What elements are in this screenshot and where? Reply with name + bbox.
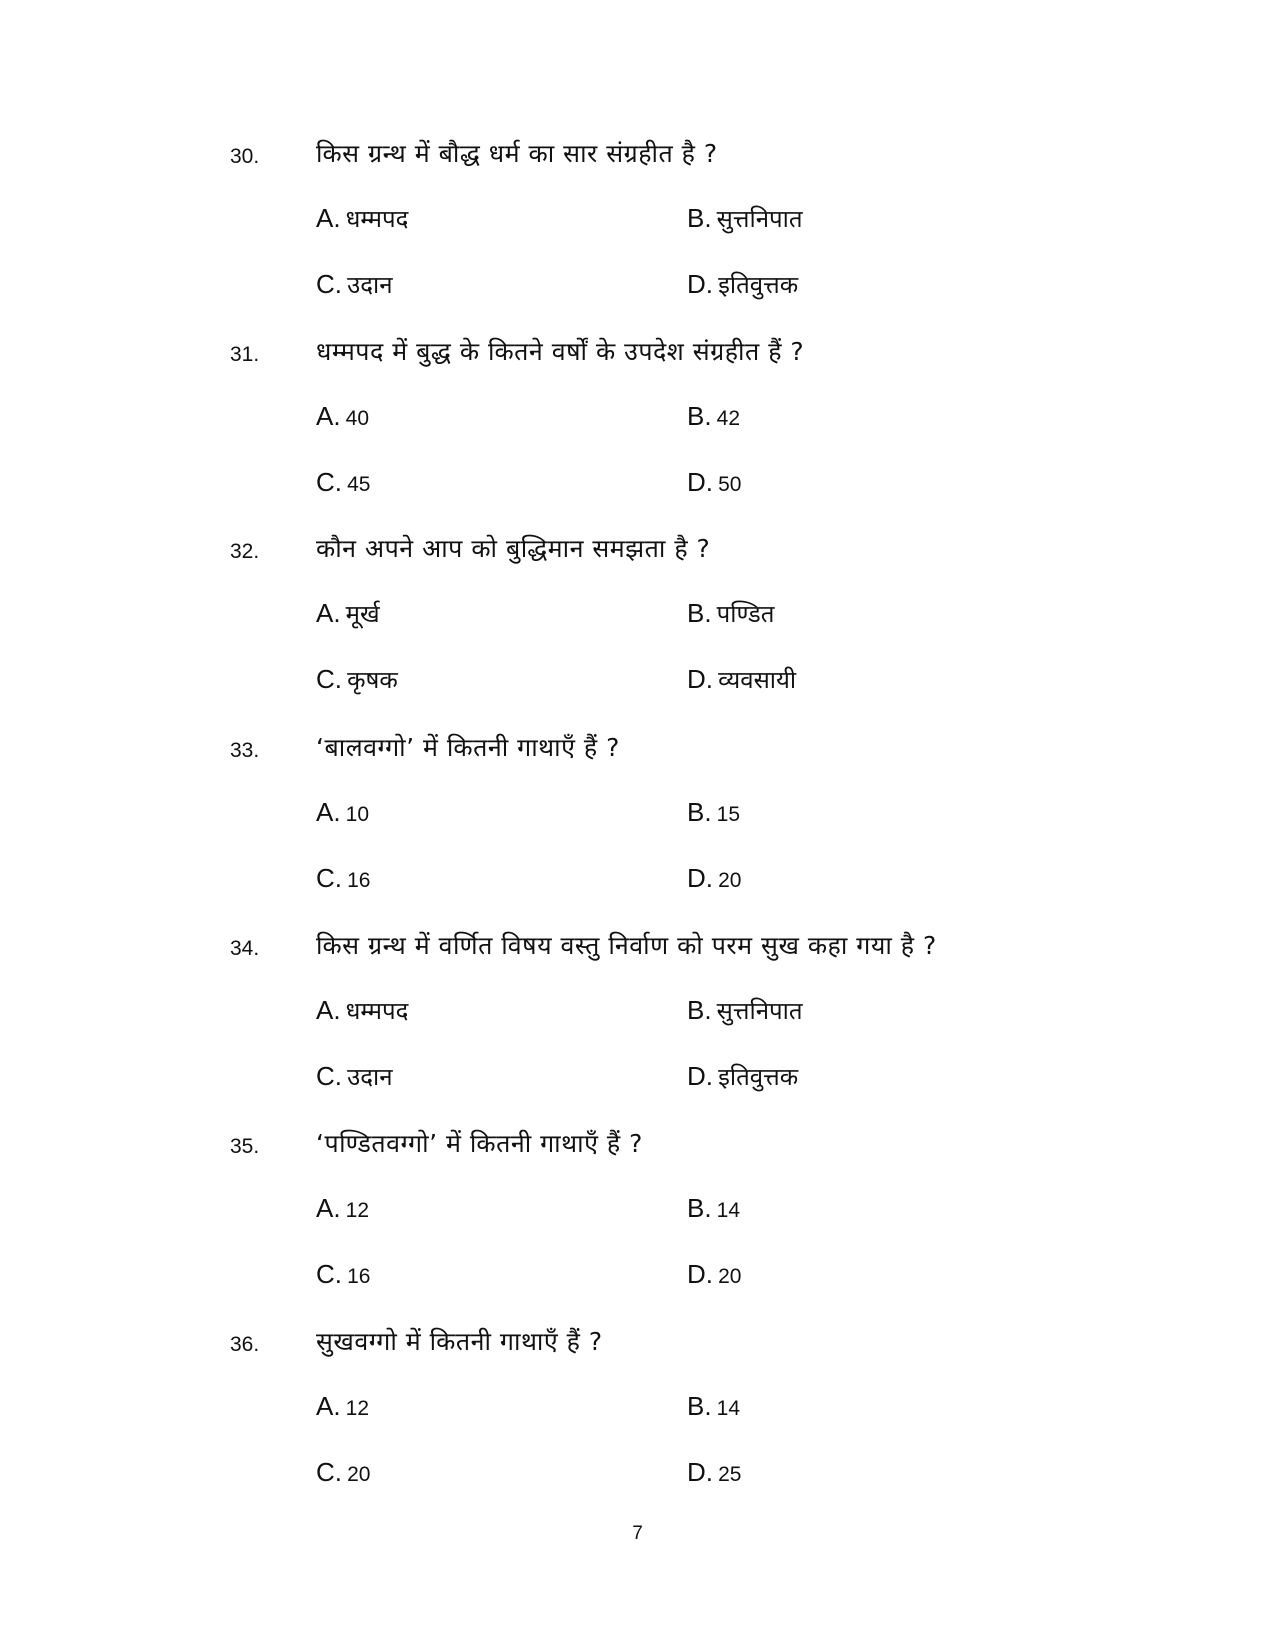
option-text: 42	[716, 407, 741, 430]
option-text: 20	[347, 1463, 371, 1486]
option-c	[316, 661, 398, 701]
option-text: पण्डित	[716, 600, 775, 628]
option-a	[316, 794, 369, 834]
option-letter: D.	[687, 664, 713, 694]
option-letter: C.	[316, 1061, 342, 1091]
option-c	[316, 1256, 370, 1296]
option-letter: D.	[687, 1061, 713, 1091]
question-33	[0, 733, 1275, 936]
option-text: 14	[716, 1199, 741, 1222]
option-letter: B.	[687, 1391, 712, 1421]
option-text: 14	[716, 1397, 741, 1420]
option-letter: B.	[687, 995, 712, 1025]
option-d	[687, 266, 798, 306]
option-letter: C.	[316, 269, 342, 299]
option-a	[316, 595, 380, 635]
option-letter: A.	[316, 995, 341, 1025]
option-text: 16	[347, 869, 371, 892]
option-letter: D.	[687, 467, 713, 497]
option-d	[687, 860, 741, 900]
option-b	[687, 1388, 740, 1428]
option-c	[316, 464, 370, 504]
option-letter: C.	[316, 1259, 342, 1289]
option-text: 25	[718, 1463, 742, 1486]
question-text: ‘बालवग्गो’ में कितनी गाथाएँ हैं ?	[316, 733, 620, 762]
option-b	[687, 398, 740, 438]
option-letter: D.	[687, 269, 713, 299]
option-d	[687, 1454, 741, 1494]
option-text: उदान	[347, 1063, 393, 1091]
option-text: मूर्ख	[345, 600, 380, 628]
option-letter: B.	[687, 1193, 712, 1223]
question-number: 34.	[230, 937, 260, 960]
option-a	[316, 1190, 369, 1230]
question-32	[0, 534, 1275, 737]
option-d	[687, 1058, 798, 1098]
option-letter: A.	[316, 1193, 341, 1223]
option-text: व्यवसायी	[718, 666, 797, 694]
option-letter: C.	[316, 664, 342, 694]
option-d	[687, 1256, 741, 1296]
option-letter: C.	[316, 863, 342, 893]
option-letter: B.	[687, 401, 712, 431]
option-letter: A.	[316, 797, 341, 827]
option-letter: D.	[687, 1457, 713, 1487]
question-text: धम्मपद में बुद्ध के कितने वर्षों के उपदेश संग्रहीत हैं ?	[316, 337, 805, 366]
option-text: उदान	[347, 271, 393, 299]
option-text: इतिवुत्तक	[718, 1063, 799, 1091]
option-letter: C.	[316, 467, 342, 497]
question-text: किस ग्रन्थ में बौद्ध धर्म का सार संग्रहीत है ?	[316, 139, 718, 168]
option-text: 20	[718, 1265, 742, 1288]
question-31	[0, 337, 1275, 540]
question-36	[0, 1327, 1275, 1530]
option-text: 20	[718, 869, 742, 892]
option-text: धम्मपद	[345, 997, 409, 1025]
option-text: 10	[345, 803, 370, 826]
question-number: 33.	[230, 739, 260, 762]
question-text: कौन अपने आप को बुद्धिमान समझता है ?	[316, 534, 711, 563]
option-d	[687, 464, 741, 504]
question-number: 30.	[230, 145, 260, 168]
option-b	[687, 794, 740, 834]
question-text: सुखवग्गो में कितनी गाथाएँ हैं ?	[316, 1327, 603, 1356]
option-c	[316, 1058, 393, 1098]
option-text: धम्मपद	[345, 205, 409, 233]
question-number: 32.	[230, 540, 260, 563]
question-number: 31.	[230, 343, 260, 366]
option-text: 45	[347, 473, 371, 496]
option-d	[687, 661, 796, 701]
option-text: 15	[716, 803, 741, 826]
page-number: 7	[632, 1523, 643, 1544]
option-b	[687, 1190, 740, 1230]
option-c	[316, 1454, 370, 1494]
option-letter: A.	[316, 401, 341, 431]
option-c	[316, 860, 370, 900]
option-b	[687, 595, 774, 635]
option-b	[687, 200, 803, 240]
option-c	[316, 266, 393, 306]
option-text: 40	[345, 407, 370, 430]
option-text: सुत्तनिपात	[716, 205, 803, 233]
option-text: 12	[345, 1199, 370, 1222]
option-text: इतिवुत्तक	[718, 271, 799, 299]
question-text: ‘पण्डितवग्गो’ में कितनी गाथाएँ हैं ?	[316, 1129, 643, 1158]
option-a	[316, 200, 408, 240]
option-text: कृषक	[347, 666, 398, 694]
option-letter: B.	[687, 797, 712, 827]
option-text: 16	[347, 1265, 371, 1288]
option-a	[316, 992, 408, 1032]
question-35	[0, 1129, 1275, 1332]
option-a	[316, 398, 369, 438]
question-30	[0, 139, 1275, 342]
option-letter: A.	[316, 1391, 341, 1421]
option-letter: D.	[687, 863, 713, 893]
option-letter: D.	[687, 1259, 713, 1289]
option-letter: B.	[687, 203, 712, 233]
option-letter: C.	[316, 1457, 342, 1487]
option-letter: A.	[316, 598, 341, 628]
option-letter: B.	[687, 598, 712, 628]
question-number: 35.	[230, 1135, 260, 1158]
option-text: 50	[718, 473, 742, 496]
question-text: किस ग्रन्थ में वर्णित विषय वस्तु निर्वाण को परम सुख कहा गया है ?	[316, 931, 937, 960]
option-a	[316, 1388, 369, 1428]
option-b	[687, 992, 803, 1032]
option-text: सुत्तनिपात	[716, 997, 803, 1025]
option-text: 12	[345, 1397, 370, 1420]
question-34	[0, 931, 1275, 1134]
option-letter: A.	[316, 203, 341, 233]
question-number: 36.	[230, 1333, 260, 1356]
